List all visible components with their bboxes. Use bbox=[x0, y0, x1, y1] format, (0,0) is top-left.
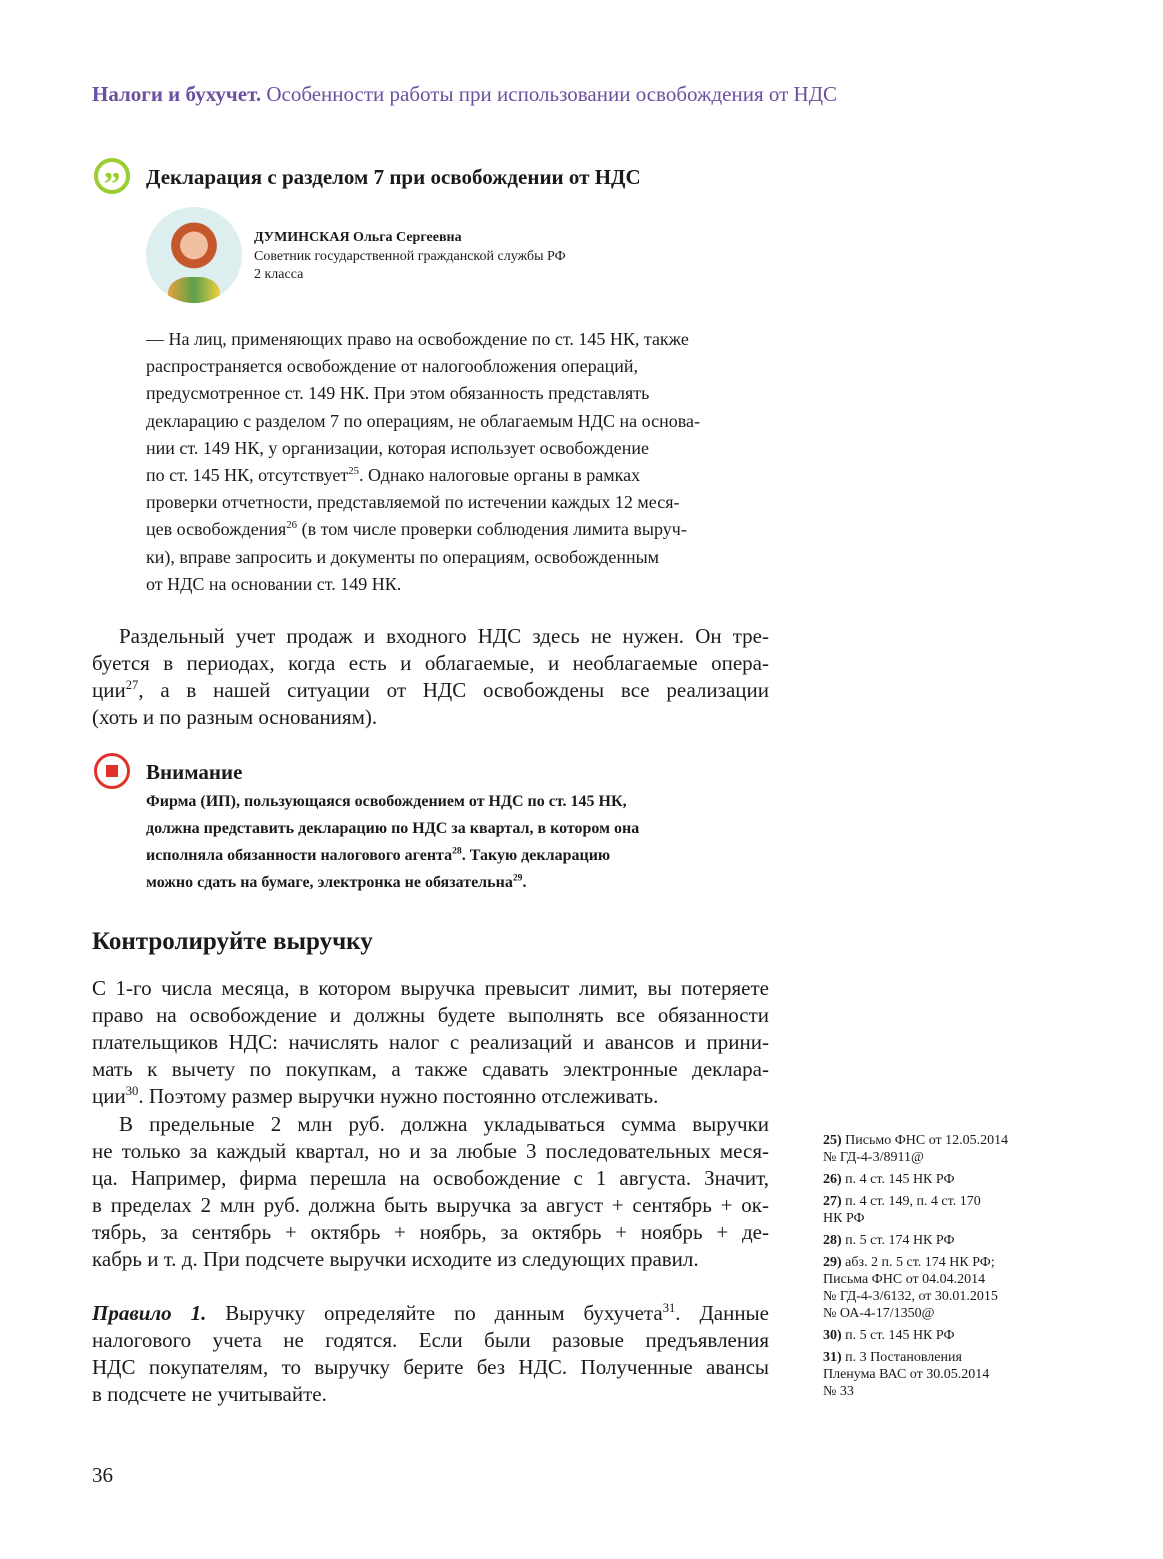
header-section: Налоги и бухучет. bbox=[92, 82, 262, 106]
text-line: от НДС на основании ст. 149 НК. bbox=[146, 573, 402, 594]
section-heading: Контролируйте выручку bbox=[92, 928, 373, 955]
text-line: ции$^{30}$. Поэтому размер выручки нужно постоянно отслеживать. bbox=[92, 1084, 659, 1109]
quote-title: Декларация с разделом 7 при освобождении от НДС bbox=[146, 165, 641, 189]
expert-position-2: 2 класса bbox=[254, 267, 304, 282]
attention-title: Внимание bbox=[146, 760, 243, 784]
paragraph-separate-accounting bbox=[92, 623, 769, 731]
text-line: по ст. 145 НК, отсутствует$^{25}$. Однако налоговые органы в рамках bbox=[146, 465, 641, 486]
text-line: в пределах 2 млн руб. должна быть выручка за август + сентябрь + ок- bbox=[92, 1193, 769, 1218]
text-line: С 1-го числа месяца, в котором выручка превысит лимит, вы потеряете bbox=[92, 976, 769, 1000]
text-line: предусмотренное ст. 149 НК. При этом обязанность представлять bbox=[146, 383, 650, 404]
page-number: 36 bbox=[92, 1463, 113, 1487]
footnote-number: 26) bbox=[823, 1172, 846, 1187]
text-line: должна представить декларацию по НДС за квартал, в котором она bbox=[146, 820, 640, 837]
text-line: цев освобождения$^{26}$ (в том числе проверки соблюдения лимита выруч- bbox=[146, 519, 687, 540]
text-line: Раздельный учет продаж и входного НДС здесь не нужен. Он тре- bbox=[119, 624, 769, 648]
text-line: кабрь и т. д. При подсчете выручки исходите из следующих правил. bbox=[92, 1247, 699, 1272]
text-line: декларацию с разделом 7 по операциям, не облагаемым НДС на основа- bbox=[146, 410, 700, 431]
text-line: тябрь, за сентябрь + октябрь + ноябрь, за октябрь + ноябрь + де- bbox=[92, 1220, 769, 1245]
expert-position-1: Советник государственной гражданской службы РФ bbox=[254, 248, 566, 264]
footnote-ref: 25 bbox=[348, 465, 359, 478]
footnote-item: 27) п. 4 ст. 149, п. 4 ст. 170 НК РФ bbox=[823, 1194, 981, 1226]
text-line: НДС покупателям, то выручку берите без НДС. Полученные авансы bbox=[92, 1355, 769, 1380]
footnote-ref: 30 bbox=[125, 1084, 139, 1099]
footnotes bbox=[823, 1132, 1053, 1405]
paragraph-limit-loss bbox=[92, 975, 769, 1110]
text-line: буется в периодах, когда есть и облагаемые, и необлагаемые опера- bbox=[92, 651, 769, 676]
footnote-number: 27) bbox=[823, 1194, 846, 1209]
paragraph-three-months bbox=[92, 1111, 769, 1274]
footnote-ref: 26 bbox=[286, 519, 298, 532]
footnote-number: 29) bbox=[823, 1255, 846, 1270]
footnote-item: 28) п. 5 ст. 174 НК РФ bbox=[823, 1233, 955, 1248]
footnote-number: 28) bbox=[823, 1233, 846, 1248]
footnote-ref: 27 bbox=[125, 678, 139, 693]
stop-icon bbox=[94, 753, 130, 789]
text-line: плательщиков НДС: начислять налог с реализаций и авансов и прини- bbox=[92, 1030, 769, 1055]
text-line: в подсчете не учитывайте. bbox=[92, 1382, 327, 1407]
quote-icon: ” bbox=[94, 158, 130, 194]
footnote-item: 31) п. 3 Постановления Пленума ВАС от 30.05.2014 № 33 bbox=[823, 1350, 990, 1399]
footnote-ref: 29 bbox=[512, 872, 523, 884]
text-line: ции$^{27}$, а в нашей ситуации от НДС освобождены все реализации bbox=[92, 678, 769, 703]
text-line: нии ст. 149 НК, у организации, которая использует освобождение bbox=[146, 437, 649, 458]
text-line: В предельные 2 млн руб. должна укладываться сумма выручки bbox=[119, 1112, 769, 1136]
attention-text bbox=[146, 788, 766, 896]
text-line: не только за каждый квартал, но и за любые 3 последовательных меся- bbox=[92, 1139, 769, 1164]
footnote-item: 26) п. 4 ст. 145 НК РФ bbox=[823, 1172, 955, 1187]
text-line: ца. Например, фирма перешла на освобождение с 1 августа. Значит, bbox=[92, 1166, 769, 1191]
footnote-number: 25) bbox=[823, 1133, 846, 1148]
footnote-item: 25) Письмо ФНС от 12.05.2014 № ГД-4-3/8911@ bbox=[823, 1133, 1009, 1165]
footnote-number: 31) bbox=[823, 1350, 846, 1365]
paragraph-rule-1 bbox=[92, 1300, 769, 1408]
footnote-ref: 31 bbox=[662, 1301, 676, 1315]
expert-quote bbox=[146, 326, 766, 598]
text-line: мать к вычету по покупкам, а также сдавать электронные деклара- bbox=[92, 1057, 769, 1082]
text-line: налогового учета не годятся. Если были разовые предъявления bbox=[92, 1328, 769, 1353]
text-line: распространяется освобождение от налогообложения операций, bbox=[146, 356, 639, 377]
footnote-number: 30) bbox=[823, 1328, 846, 1343]
header-title: Особенности работы при использовании освобождения от НДС bbox=[266, 82, 838, 106]
expert-info bbox=[254, 229, 566, 285]
text-line: — На лиц, применяющих право на освобождение по ст. 145 НК, также bbox=[146, 329, 689, 349]
text-line: можно сдать на бумаге, электронка не обязательна$^{29}$. bbox=[146, 872, 527, 891]
text-line: проверки отчетности, представляемой по истечении каждых 12 меся- bbox=[146, 492, 680, 513]
text-line: право на освобождение и должны будете выполнять все обязанности bbox=[92, 1003, 769, 1028]
text-line: Правило 1. Выручку определяйте по данным бухучета$^{31}$. Данные bbox=[92, 1301, 769, 1325]
text-line: исполняла обязанности налогового агента$^{28}$. Такую декларацию bbox=[146, 845, 611, 864]
footnote-item: 29) абз. 2 п. 5 ст. 174 НК РФ; Письма ФНС от 04.04.2014 № ГД-4-3/6132, от 30.01.2015 № ОА-4-17/1350@ bbox=[823, 1255, 998, 1321]
text-line: ки), вправе запросить и документы по операциям, освобожденным bbox=[146, 546, 660, 567]
expert-photo bbox=[146, 207, 242, 303]
text-line: Фирма (ИП), пользующаяся освобождением от НДС по ст. 145 НК, bbox=[146, 793, 627, 810]
footnote-ref: 28 bbox=[452, 845, 462, 857]
text-line: (хоть и по разным основаниям). bbox=[92, 705, 378, 730]
expert-name: ДУМИНСКАЯ Ольга Сергеевна bbox=[254, 230, 462, 245]
running-header bbox=[92, 82, 837, 107]
rule-label: Правило 1. bbox=[92, 1301, 207, 1325]
footnote-item: 30) п. 5 ст. 145 НК РФ bbox=[823, 1328, 955, 1343]
